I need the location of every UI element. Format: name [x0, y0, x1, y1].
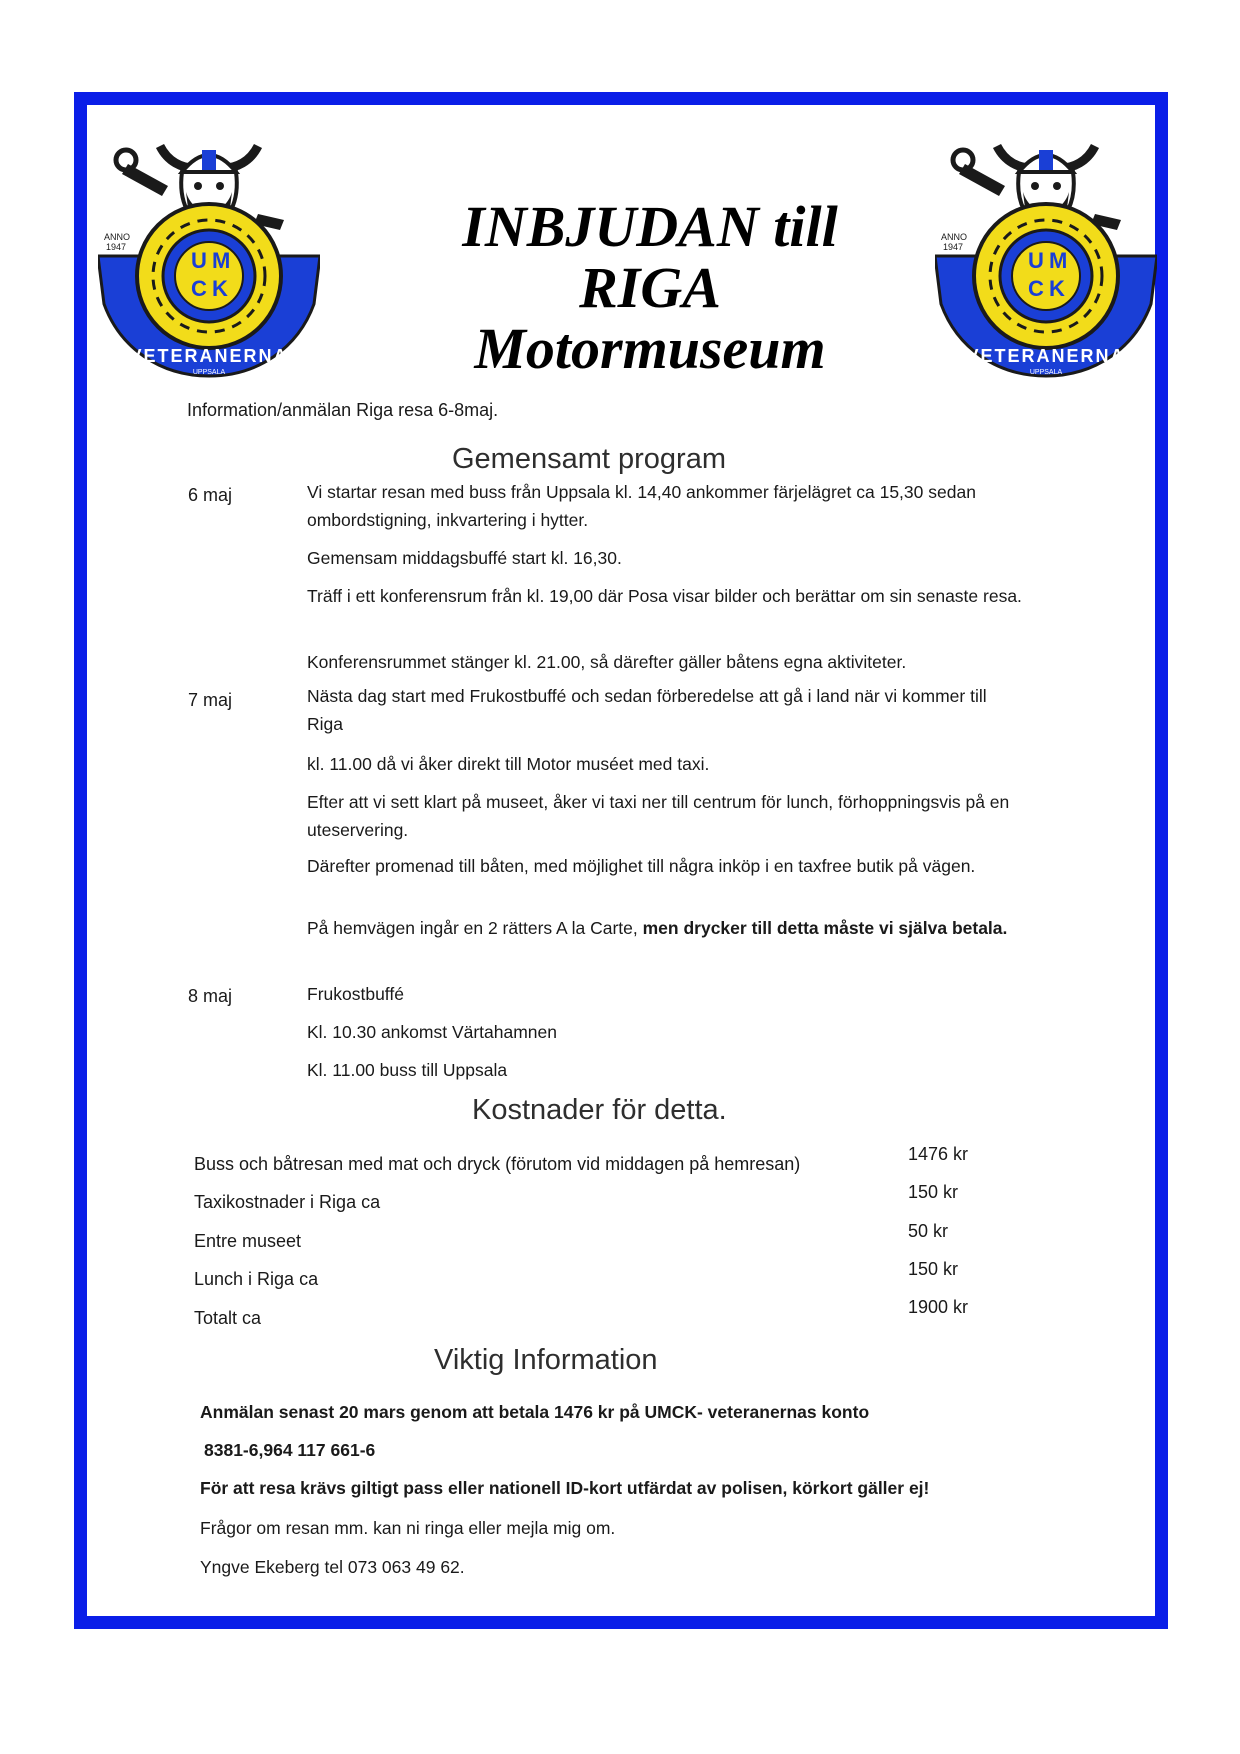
- program-item: Träff i ett konferensrum från kl. 19,00 där Posa visar bilder och berättar om sin senaste resa.: [307, 586, 1022, 606]
- program-item: Vi startar resan med buss från Uppsala kl. 14,40 ankommer färjelägret ca 15,30 sedan ombordstigning, inkvartering i hytter.: [307, 482, 976, 530]
- cost-label: Totalt ca: [194, 1308, 262, 1328]
- cost-value: 150 kr: [908, 1259, 959, 1279]
- important-heading: Viktig Information: [434, 1344, 658, 1376]
- logo-letter-m: M: [1049, 248, 1068, 273]
- program-item: kl. 11.00 då vi åker direkt till Motor muséet med taxi.: [307, 754, 710, 774]
- cost-label: Buss och båtresan med mat och dryck (förutom vid middagen på hemresan): [194, 1154, 801, 1174]
- program-item: Kl. 11.00 buss till Uppsala: [307, 1060, 508, 1080]
- account-number: 8381-6,964 117 661-6: [204, 1440, 376, 1460]
- costs-heading: Kostnader för detta.: [472, 1094, 727, 1126]
- day-date: 8 maj: [188, 986, 233, 1006]
- logo-city: UPPSALA: [192, 369, 226, 376]
- logo-letter-u: U: [1028, 248, 1044, 273]
- contact-line: Yngve Ekeberg tel 073 063 49 62.: [200, 1557, 465, 1577]
- day-date: 7 maj: [188, 690, 233, 710]
- program-item: Kl. 10.30 ankomst Värtahamnen: [307, 1022, 558, 1042]
- cost-label: Taxikostnader i Riga ca: [194, 1192, 381, 1212]
- program-item: Nästa dag start med Frukostbuffé och sedan förberedelse att gå i land när vi kommer till Riga: [307, 686, 987, 734]
- title-line-1: INBJUDAN till: [462, 194, 838, 259]
- logo-year: 1947: [943, 242, 964, 252]
- logo-anno: ANNO: [104, 232, 131, 242]
- program-item: [307, 914, 1027, 942]
- program-item-bold: men drycker till detta måste vi själva betala.: [642, 918, 1008, 938]
- program-item: Frukostbuffé: [307, 984, 404, 1004]
- cost-label: Lunch i Riga ca: [194, 1269, 319, 1289]
- cost-value: 1900 kr: [908, 1297, 969, 1317]
- cost-value: 150 kr: [908, 1182, 959, 1202]
- program-heading: Gemensamt program: [452, 443, 726, 475]
- program-item: Efter att vi sett klart på museet, åker vi taxi ner till centrum för lunch, förhoppningsvis på en uteservering.: [307, 792, 1010, 840]
- umck-logo-left-icon: [98, 128, 320, 380]
- logo-letter-c: C: [1028, 276, 1044, 301]
- day-date: 6 maj: [188, 485, 233, 505]
- cost-value: 1476 kr: [908, 1144, 969, 1164]
- info-line: För att resa krävs giltigt pass eller nationell ID-kort utfärdat av polisen, körkort gäller ej!: [200, 1478, 930, 1498]
- logo-letter-m: M: [212, 248, 231, 273]
- logo-letter-k: K: [212, 276, 228, 301]
- cost-value: 50 kr: [908, 1221, 949, 1241]
- logo-anno: ANNO: [941, 232, 968, 242]
- logo-letter-c: C: [191, 276, 207, 301]
- logo-ring-text: VETERANERNA: [129, 346, 289, 366]
- umck-logo-right-icon: [935, 128, 1157, 380]
- program-item: Därefter promenad till båten, med möjlighet till några inköp i en taxfree butik på vägen.: [307, 856, 976, 876]
- logo-letter-u: U: [191, 248, 207, 273]
- program-item: Konferensrummet stänger kl. 21.00, så därefter gäller båtens egna aktiviteter.: [307, 652, 907, 672]
- logo-year: 1947: [106, 242, 127, 252]
- info-line: Frågor om resan mm. kan ni ringa eller mejla mig om.: [200, 1518, 616, 1538]
- logo-city: UPPSALA: [1029, 369, 1063, 376]
- info-line: Anmälan senast 20 mars genom att betala 1476 kr på UMCK- veteranernas konto: [200, 1402, 870, 1422]
- program-item: Gemensam middagsbuffé start kl. 16,30.: [307, 548, 622, 568]
- cost-label: Entre museet: [194, 1231, 302, 1251]
- logo-ring-text: VETERANERNA: [966, 346, 1126, 366]
- title-line-3: Motormuseum: [474, 316, 826, 381]
- title-line-2: RIGA: [579, 255, 721, 320]
- intro-text: Information/anmälan Riga resa 6-8maj.: [187, 400, 499, 420]
- logo-letter-k: K: [1049, 276, 1065, 301]
- program-item-text: På hemvägen ingår en 2 rätters A la Carte,: [307, 918, 643, 938]
